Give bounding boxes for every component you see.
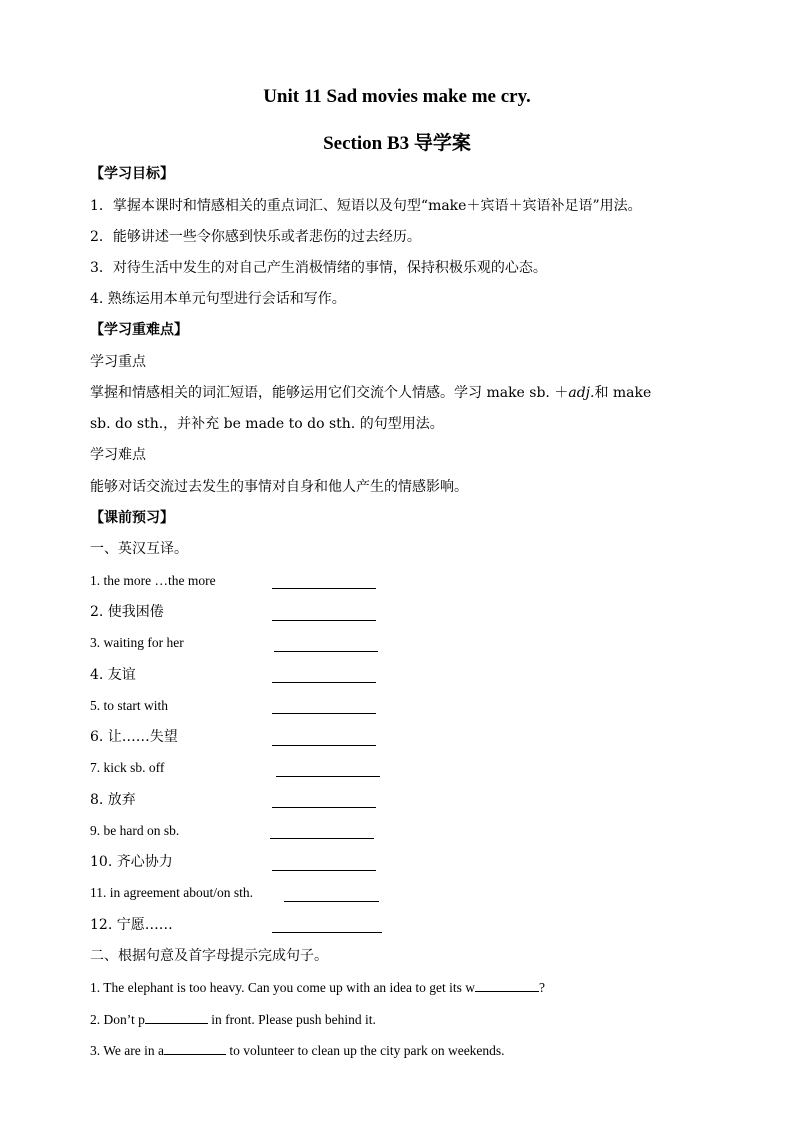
key-point-text-b: 和 make bbox=[594, 385, 652, 401]
list-item: 9. be hard on sb. bbox=[90, 823, 180, 838]
answer-blank[interactable] bbox=[475, 977, 539, 992]
answer-blank[interactable] bbox=[145, 1009, 208, 1024]
sentence-2 bbox=[90, 1009, 376, 1030]
list-item: 6. 让……失望 bbox=[90, 729, 178, 745]
sentence-2-text-b: in front. Please push behind it. bbox=[207, 1012, 376, 1027]
goals-heading: 【学习目标】 bbox=[90, 166, 174, 182]
difficulty-text: 能够对话交流过去发生的事情对自身和他人产生的情感影响。 bbox=[90, 479, 468, 495]
goal-item-3: 3．对待生活中发生的对自己产生消极情绪的事情，保持积极乐观的心态。 bbox=[90, 260, 547, 276]
list-item: 1. the more …the more bbox=[90, 573, 216, 588]
answer-blank[interactable] bbox=[274, 650, 378, 652]
sentence-1-text-a: 1. The elephant is too heavy. Can you come up with an idea to get its w bbox=[90, 980, 476, 995]
answer-blank[interactable] bbox=[272, 931, 382, 933]
sentence-3-text-b: to volunteer to clean up the city park on weekends. bbox=[226, 1043, 505, 1058]
list-item: 8. 放弃 bbox=[90, 792, 136, 808]
key-point-label: 学习重点 bbox=[90, 354, 146, 370]
sentence-1 bbox=[90, 977, 545, 998]
sentence-2-text-a: 2. Don’t p bbox=[90, 1012, 145, 1027]
document-title: Unit 11 Sad movies make me cry. bbox=[263, 86, 531, 107]
list-item: 10. 齐心协力 bbox=[90, 854, 173, 870]
key-point-line-2: sb. do sth.，并补充 be made to do sth. 的句型用法。 bbox=[90, 416, 444, 432]
answer-blank[interactable] bbox=[272, 619, 376, 621]
sentence-3-text-a: 3. We are in a bbox=[90, 1043, 165, 1058]
goal-item-4: 4. 熟练运用本单元句型进行会话和写作。 bbox=[90, 291, 346, 307]
key-point-text-a: 掌握和情感相关的词汇短语，能够运用它们交流个人情感。学习 make sb. ＋ bbox=[90, 385, 569, 401]
answer-blank[interactable] bbox=[164, 1040, 226, 1055]
list-item: 11. in agreement about/on sth. bbox=[90, 885, 253, 900]
answer-blank[interactable] bbox=[284, 900, 379, 902]
key-heading: 【学习重难点】 bbox=[90, 322, 188, 338]
answer-blank[interactable] bbox=[272, 869, 376, 871]
list-item: 2. 使我困倦 bbox=[90, 604, 164, 620]
answer-blank[interactable] bbox=[276, 775, 380, 777]
answer-blank[interactable] bbox=[270, 837, 374, 839]
answer-blank[interactable] bbox=[272, 744, 376, 746]
goal-item-1: 1．掌握本课时和情感相关的重点词汇、短语以及句型“make＋宾语＋宾语补足语”用法。 bbox=[90, 198, 642, 214]
list-item: 3. waiting for her bbox=[90, 635, 184, 650]
part1-title: 一、英汉互译。 bbox=[90, 541, 188, 557]
goal-item-2: 2．能够讲述一些令你感到快乐或者悲伤的过去经历。 bbox=[90, 229, 421, 245]
answer-blank[interactable] bbox=[272, 681, 376, 683]
key-point-line-1 bbox=[90, 383, 651, 403]
sentence-1-text-b: ? bbox=[539, 980, 546, 995]
list-item: 7. kick sb. off bbox=[90, 760, 165, 775]
list-item: 12. 宁愿…… bbox=[90, 917, 173, 933]
section-title: Section B3 导学案 bbox=[323, 133, 471, 154]
part2-title: 二、根据句意及首字母提示完成句子。 bbox=[90, 948, 328, 964]
key-point-adj: adj. bbox=[568, 385, 595, 401]
list-item: 5. to start with bbox=[90, 698, 168, 713]
answer-blank[interactable] bbox=[272, 712, 376, 714]
difficulty-label: 学习难点 bbox=[90, 447, 146, 463]
preview-heading: 【课前预习】 bbox=[90, 510, 174, 526]
list-item: 4. 友谊 bbox=[90, 667, 136, 683]
answer-blank[interactable] bbox=[272, 587, 376, 589]
sentence-3 bbox=[90, 1040, 505, 1061]
answer-blank[interactable] bbox=[272, 806, 376, 808]
